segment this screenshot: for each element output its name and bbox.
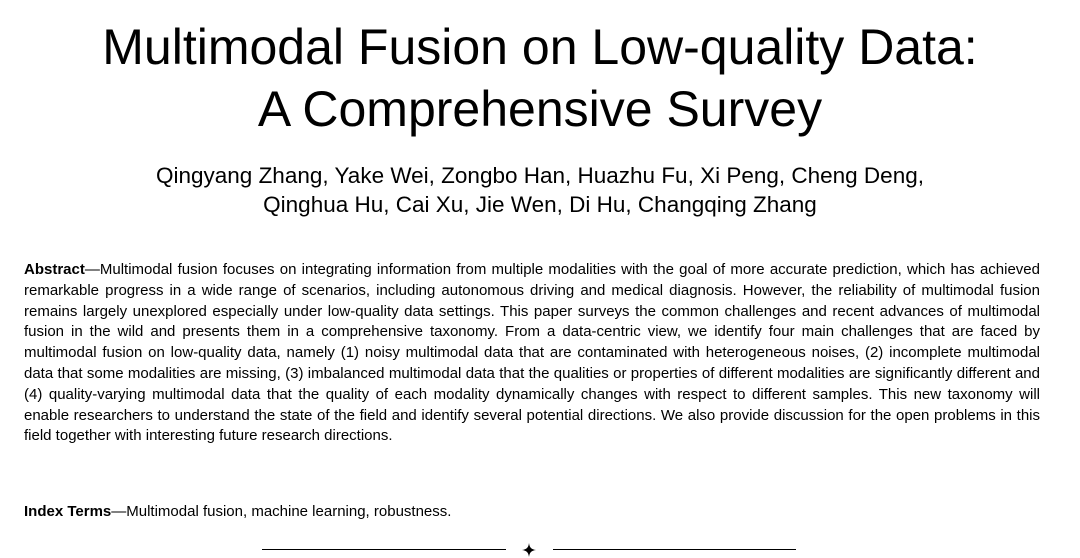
title-line-1: Multimodal Fusion on Low-quality Data: xyxy=(102,19,978,75)
title-line-2: A Comprehensive Survey xyxy=(257,81,823,137)
section-divider xyxy=(262,543,796,557)
abstract-label: Abstract xyxy=(24,261,85,278)
abstract-text: —Multimodal fusion focuses on integrating information from multiple modalities with the goal of more accurate prediction, which has achieved remarkable progress in a wide range of scenarios, including autonomous driving and medical diagnosis. However, the reliability of multimodal fusion remains largely unexplored especially under low-quality data settings. This paper surveys the common challenges and recent advances of multimodal fusion in the wild and presents them in a comprehensive taxonomy. From a data-centric view, we identify four main challenges that are faced by multimodal fusion on low-quality data, namely (1) noisy multimodal data that are contaminated with heterogeneous noises, (2) incomplete multimodal data that some modalities are missing, (3) imbalanced multimodal data that the qualities or properties of different modalities are significantly different and (4) quality-varying multimodal data that the quality of each modality dynamically changes with respect to different samples. This new taxonomy will enable researchers to understand the state of the field and identify several potential directions. We also provide discussion for the open problems in this field together with interesting future research directions. xyxy=(24,261,1040,445)
divider-rule-right xyxy=(553,549,796,550)
authors-line-2: Qinghua Hu, Cai Xu, Jie Wen, Di Hu, Changqing Zhang xyxy=(263,192,817,217)
author-list xyxy=(0,161,1080,219)
abstract xyxy=(24,260,1040,447)
index-terms-label: Index Terms xyxy=(24,503,112,520)
index-terms-text: —Multimodal fusion, machine learning, robustness. xyxy=(111,503,452,520)
four-point-star-icon xyxy=(522,543,536,557)
index-terms xyxy=(24,502,1040,523)
paper-title xyxy=(0,16,1080,140)
divider-rule-left xyxy=(262,549,506,550)
authors-line-1: Qingyang Zhang, Yake Wei, Zongbo Han, Huazhu Fu, Xi Peng, Cheng Deng, xyxy=(156,163,924,188)
